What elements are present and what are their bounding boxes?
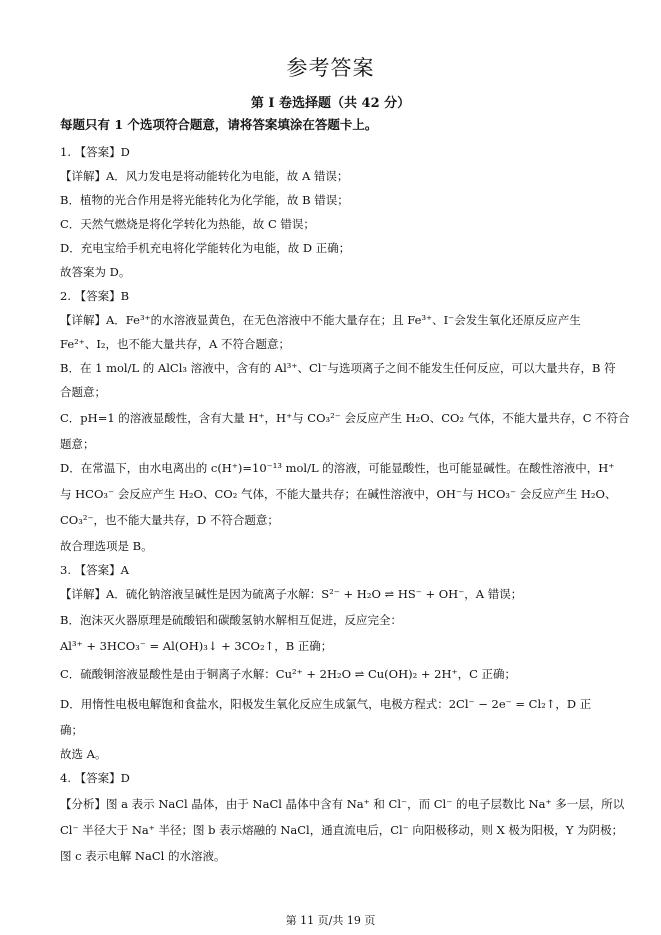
q2-d: D．在常温下，由水电离出的 c(H⁺)=10⁻¹³ mol/L 的溶液，可能显酸性，也可能显碱性。在酸性溶液中，H⁺ xyxy=(60,461,615,475)
q3-conclusion: 故选 A。 xyxy=(60,747,107,761)
q3-answer: 3. 【答案】A xyxy=(60,563,129,577)
q1-c: C．天然气燃烧是将化学转化为热能，故 C 错误； xyxy=(60,217,315,231)
q4-analysis-cont2: 图 c 表示电解 NaCl 的水溶液。 xyxy=(60,849,226,863)
q1-detail-a: 【详解】A．风力发电是将动能转化为电能，故 A 错误； xyxy=(60,169,349,183)
page-footer: 第 11 页/共 19 页 xyxy=(285,914,376,927)
q2-c-cont: 题意； xyxy=(60,437,95,451)
q4-analysis-cont1: Cl⁻ 半径大于 Na⁺ 半径；图 b 表示熔融的 NaCl，通直流电后，Cl⁻ 向阳极移动，则 X 极为阳极，Y 为阴极； xyxy=(60,823,624,837)
q2-detail-a: 【详解】A．Fe³⁺的水溶液显黄色，在无色溶液中不能大量存在；且 Fe³⁺、I⁻会发生氧化还原反应产生 xyxy=(60,313,581,327)
q2-d-cont1: 与 HCO₃⁻ 会反应产生 H₂O、CO₂ 气体，不能大量共存；在碱性溶液中，OH⁻与 HCO₃⁻ 会反应产生 H₂O、 xyxy=(60,487,617,501)
q1-answer: 1. 【答案】D xyxy=(60,145,130,159)
q3-c: C．硫酸铜溶液显酸性是由于铜离子水解：Cu²⁺ + 2H₂O ⇌ Cu(OH)₂ + 2H⁺，C 正确； xyxy=(60,667,517,681)
q3-d-cont: 确； xyxy=(60,723,83,737)
q1-d: D．充电宝给手机充电将化学能转化为电能，故 D 正确； xyxy=(60,241,351,255)
q1-conclusion: 故答案为 D。 xyxy=(60,265,131,279)
q3-detail-a: 【详解】A．硫化钠溶液呈碱性是因为硫离子水解：S²⁻ + H₂O ⇌ HS⁻ + OH⁻，A 错误； xyxy=(60,587,523,601)
q2-b-cont: 合题意； xyxy=(60,385,106,399)
q2-d-cont2: CO₃²⁻，也不能大量共存，D 不符合题意； xyxy=(60,513,279,527)
q2-answer: 2. 【答案】B xyxy=(60,289,130,303)
instruction: 每题只有 1 个选项符合题意，请将答案填涂在答题卡上。 xyxy=(60,117,378,132)
q2-b: B．在 1 mol/L 的 AlCl₃ 溶液中，含有的 Al³⁺、Cl⁻与选项离子之间不能发生任何反应，可以大量共存，B 符 xyxy=(60,361,616,375)
q4-analysis: 【分析】图 a 表示 NaCl 晶体，由于 NaCl 晶体中含有 Na⁺ 和 Cl⁻，而 Cl⁻ 的电子层数比 Na⁺ 多一层，所以 xyxy=(60,797,625,811)
q2-conclusion: 故合理选项是 B。 xyxy=(60,539,153,553)
q2-c: C．pH=1 的溶液显酸性，含有大量 H⁺，H⁺与 CO₃²⁻ 会反应产生 H₂O、CO₂ 气体，不能大量共存，C 不符合 xyxy=(60,411,630,425)
q3-b: B．泡沫灭火器原理是硫酸铝和碳酸氢钠水解相互促进，反应完全： xyxy=(60,613,402,627)
q4-answer: 4. 【答案】D xyxy=(60,771,130,785)
q1-b: B．植物的光合作用是将光能转化为化学能，故 B 错误； xyxy=(60,193,349,207)
q3-d: D．用惰性电极电解饱和食盐水，阳极发生氧化反应生成氯气，电极方程式：2Cl⁻ − 2e⁻ = Cl₂↑，D 正 xyxy=(60,697,592,711)
page-title: 参考答案 xyxy=(286,56,375,80)
q2-detail-a-cont: Fe²⁺、I₂，也不能大量共存，A 不符合题意； xyxy=(60,337,290,351)
q3-b-equation: Al³⁺ + 3HCO₃⁻ = Al(OH)₃↓ + 3CO₂↑，B 正确； xyxy=(60,639,333,653)
section-heading: 第 I 卷选择题（共 42 分） xyxy=(250,96,411,111)
